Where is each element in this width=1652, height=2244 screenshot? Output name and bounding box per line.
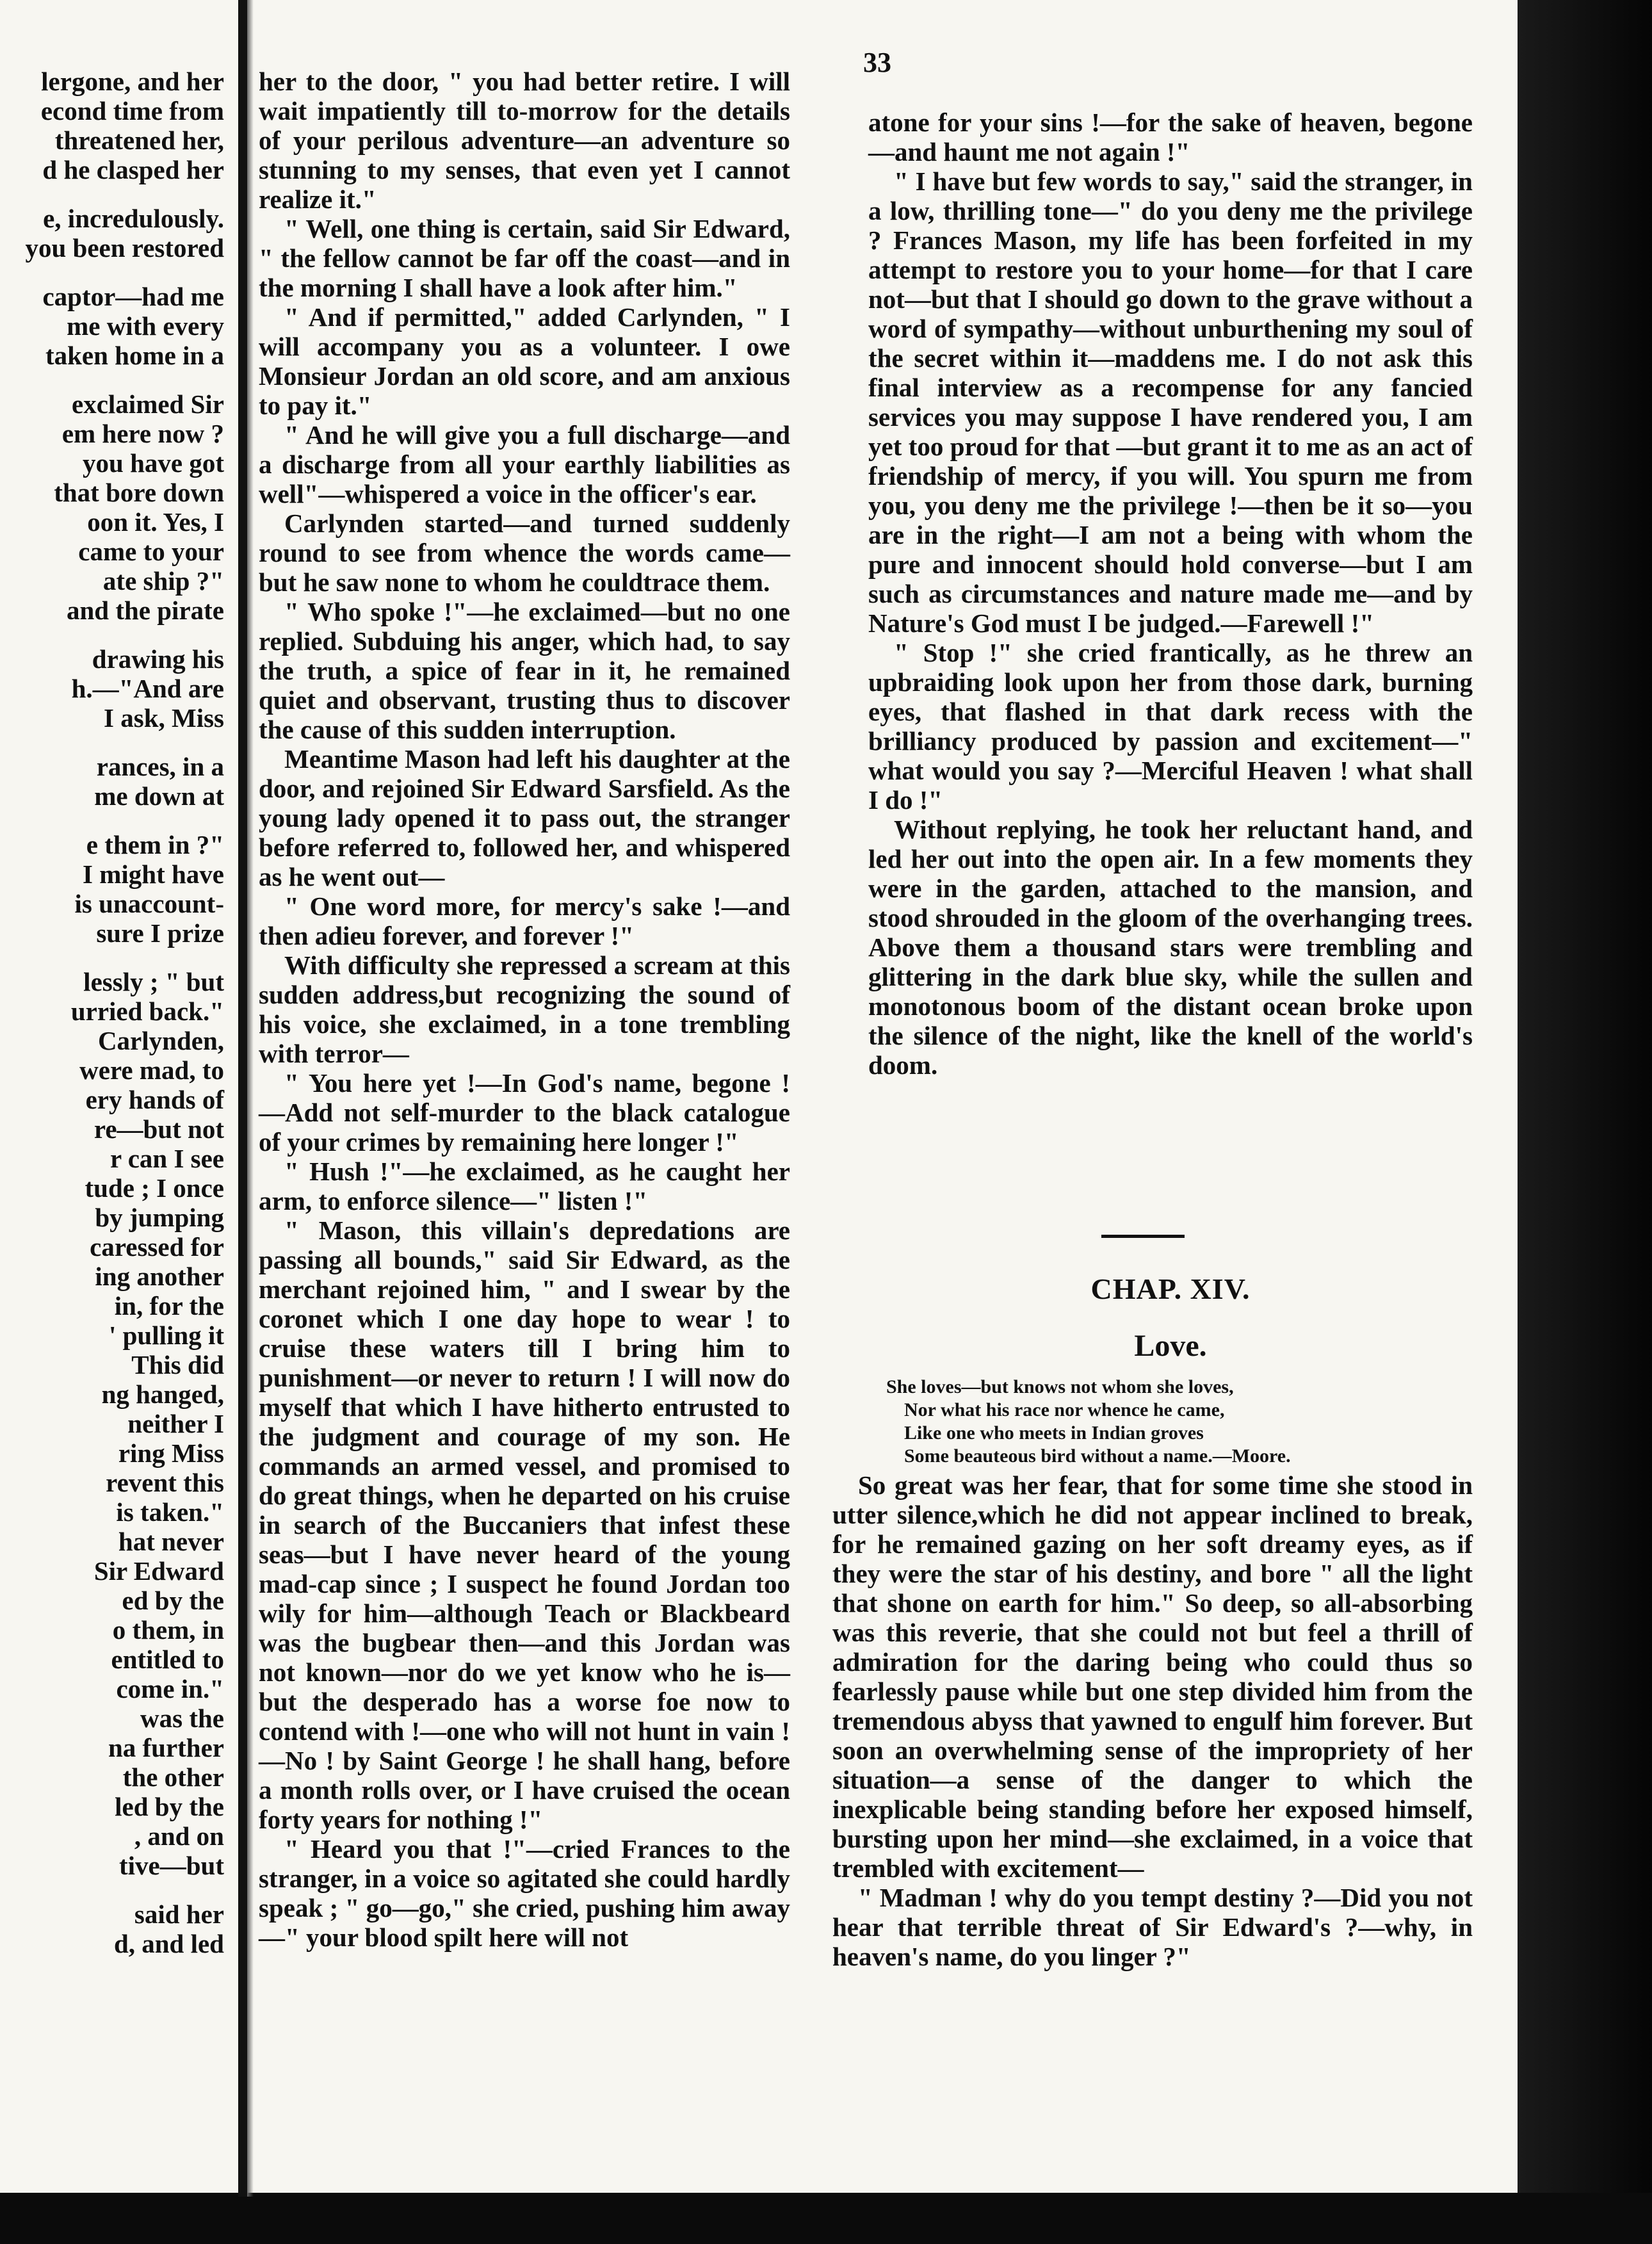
fragment-line: em here now ? <box>61 419 224 448</box>
fragment-line: o them, in <box>112 1615 224 1645</box>
right-text-column-lower <box>832 1470 1473 1971</box>
fragment-line: e them in ?" <box>86 830 224 859</box>
epigraph-line: She loves—but knows not whom she loves, <box>886 1376 1234 1397</box>
fragment-line: d, and led <box>113 1929 224 1958</box>
fragment-line: I might have <box>83 859 224 889</box>
fragment-line: oon it. Yes, I <box>87 507 224 537</box>
fragment-line: tive—but <box>119 1851 224 1880</box>
paragraph: " Hush !"—he exclaimed, as he caught her arm, to enforce silence—" listen !" <box>259 1157 790 1216</box>
page-number: 33 <box>863 47 891 78</box>
fragment-line: ate ship ?" <box>102 566 224 596</box>
fragment-line: urried back." <box>70 996 224 1026</box>
scan-border-right <box>1518 0 1652 2244</box>
fragment-line: lessly ; " but <box>83 967 224 996</box>
epigraph <box>886 1376 1473 1468</box>
fragment-line: This did <box>131 1350 224 1379</box>
paragraph: " And if permitted," added Carlynden, " I will accompany you as a volunteer. I owe Monsieur Jordan an old score, and am anxious to pay it." <box>259 302 790 420</box>
paragraph: " Heard you that !"—cried Frances to the stranger, in a voice so agitated she could hardly speak ; " go—go," she cried, pushing him away—" your blood spilt here will not <box>259 1834 790 1952</box>
fragment-line: exclaimed Sir <box>72 389 224 419</box>
paragraph: Carlynden started—and turned suddenly round to see from whence the words came—but he saw none to whom he couldtrace them. <box>259 508 790 597</box>
paragraph: So great was her fear, that for some time she stood in utter silence,which he did not appear inclined to break, for he remained gazing on her soft dreamy eyes, as if they were the star of his destiny, and bore " all the light that shone on earth for him." So deep, so all-absorbing was this reverie, that she could not but feel a thrill of admiration for the daring being who could thus so fearlessly pause while but one step divided him from the tremendous abyss that yawned to engulf him forever. But soon an overwhelming sense of the impropriety of her situation—a sense of the danger to which the inexplicable being standing before her exposed himself, bursting upon her mind—she exclaimed, in a voice that trembled with excitement— <box>832 1470 1473 1883</box>
fragment-line: hat never <box>118 1527 224 1556</box>
paragraph: " And he will give you a full discharge—and a discharge from all your earthly liabilities as well"—whispered a voice in the officer's ear. <box>259 420 790 508</box>
fragment-line: me with every <box>67 311 224 341</box>
fragment-line: you been restored <box>25 233 224 263</box>
page-gutter-rule <box>238 0 247 2197</box>
fragment-line: I ask, Miss <box>104 703 224 733</box>
fragment-line: e, incredulously. <box>43 204 224 233</box>
fragment-line: na further <box>108 1733 224 1762</box>
fragment-line <box>0 370 224 389</box>
fragment-line: drawing his <box>92 644 224 674</box>
fragment-line: tude ; I once <box>85 1173 224 1203</box>
paragraph: " Well, one thing is certain, said Sir Edward, " the fellow cannot be far off the coast—and in the morning I shall have a look after him." <box>259 214 790 302</box>
fragment-line <box>0 733 224 752</box>
fragment-line: r can I see <box>109 1144 224 1173</box>
epigraph-line: Nor what his race nor whence he came, <box>904 1399 1225 1420</box>
fragment-line: d he clasped her <box>42 155 224 184</box>
scan-border-bottom <box>0 2193 1652 2244</box>
fragment-line: is taken." <box>116 1497 224 1527</box>
paragraph: atone for your sins !—for the sake of heaven, begone—and haunt me not again !" <box>868 108 1473 167</box>
paragraph: " Who spoke !"—he exclaimed—but no one replied. Subduing his anger, which had, to say the truth, a spice of fear in it, he remained quiet and observant, trusting thus to discover the cause of this sudden interruption. <box>259 597 790 744</box>
fragment-line: captor—had me <box>42 282 224 311</box>
epigraph-line: Like one who meets in Indian groves <box>904 1422 1204 1443</box>
fragment-line <box>0 948 224 967</box>
fragment-line: revent this <box>106 1468 224 1497</box>
fragment-line: lergone, and her <box>41 67 224 96</box>
fragment-line: sure I prize <box>96 918 224 948</box>
fragment-line: taken home in a <box>45 341 224 370</box>
fragment-line: led by the <box>115 1792 224 1821</box>
fragment-line: re—but not <box>93 1114 224 1144</box>
chapter-heading: CHAP. XIV. <box>1090 1272 1251 1305</box>
right-text-column-upper <box>868 108 1473 1080</box>
fragment-line: ng hanged, <box>101 1379 224 1409</box>
fragment-line: ed by the <box>122 1586 224 1615</box>
fragment-line: caressed for <box>90 1232 224 1262</box>
left-page-fragment-column <box>0 67 224 1958</box>
paragraph: With difficulty she repressed a scream at this sudden address,but recognizing the sound of his voice, she exclaimed, in a tone trembling with terror— <box>259 950 790 1068</box>
paragraph: " Stop !" she cried frantically, as he threw an upbraiding look upon her from those dark, burning eyes, that flashed in that dark recess with the brilliancy produced by passion and excitement—" what would you say ?—Merciful Heaven ! what shall I do !" <box>868 638 1473 815</box>
gutter-shadow <box>247 0 254 2197</box>
paragraph: " Mason, this villain's depredations are passing all bounds," said Sir Edward, as the merchant rejoined him, " and I swear by the coronet which I one day hope to wear ! to cruise these waters till I bring him to punishment—or never to return ! I will now do myself that which I have hitherto entrusted to the judgment and courage of my son. He commands an armed vessel, and promised to do great things, when he departed on his cruise in search of the Buccaniers that infest these seas—but I have never heard of the young mad-cap since ; I suspect he found Jordan too wily for him—although Teach or Blackbeard was the bugbear then—and this Jordan was not known—nor do we yet know who he is—but the desperado has a worse foe now to contend with !—one who will not hunt in vain !—No ! by Saint George ! he shall hang, before a month rolls over, or I have cruised the ocean forty years for nothing !" <box>259 1216 790 1834</box>
fragment-line: ing another <box>95 1262 224 1291</box>
fragment-line: rances, in a <box>96 752 224 781</box>
fragment-line: econd time from <box>40 96 224 126</box>
fragment-line <box>0 263 224 282</box>
fragment-line <box>0 811 224 830</box>
fragment-line: ' pulling it <box>108 1321 224 1350</box>
fragment-line: ring Miss <box>118 1438 224 1468</box>
fragment-line: the other <box>122 1762 224 1792</box>
chapter-title: Love. <box>1134 1329 1207 1363</box>
fragment-line: Sir Edward <box>93 1556 224 1586</box>
fragment-line: were mad, to <box>79 1055 224 1085</box>
paragraph: " One word more, for mercy's sake !—and then adieu forever, and forever !" <box>259 891 790 950</box>
fragment-line: h.—"And are <box>71 674 224 703</box>
fragment-line: in, for the <box>114 1291 224 1321</box>
fragment-line <box>0 1880 224 1899</box>
fragment-line: Carlynden, <box>97 1026 224 1055</box>
paragraph: " I have but few words to say," said the stranger, in a low, thrilling tone—" do you deny me the privilege ? Frances Mason, my life has been forfeited in my attempt to restore you to your home—for that I care not—but that I should go down to the grave without a word of sympathy—without unburthening my soul of the secret within it—maddens me. I do not ask this final interview as a recompense for any fancied services you may suppose I have rendered you, I am yet too proud for that —but grant it to me as an act of friendship of mercy, if you will. You spurn me from you, you deny me the privilege !—then be it so—you are in the right—I am not a being with whom the pure and innocent should hold converse—but I am such as circumstances and nature made me—and by Nature's God must I be judged.—Farewell !" <box>868 167 1473 638</box>
epigraph-line: Some beauteous bird without a name.—Moore. <box>904 1445 1291 1467</box>
middle-text-column <box>259 67 790 1952</box>
fragment-line: said her <box>134 1899 224 1929</box>
fragment-line: that bore down <box>54 478 224 507</box>
paragraph: Without replying, he took her reluctant hand, and led her out into the open air. In a few moments they were in the garden, attached to the mansion, and stood shrouded in the gloom of the overhanging trees. Above them a thousand stars were trembling and glittering in the dark blue sky, while the sullen and monotonous boom of the distant ocean broke upon the silence of the night, like the knell of the world's doom. <box>868 815 1473 1080</box>
fragment-line <box>0 184 224 204</box>
paragraph: her to the door, " you had better retire. I will wait impatiently till to-morrow for the details of your perilous adventure—an adventure so stunning to my senses, that even yet I cannot realize it." <box>259 67 790 214</box>
fragment-line: came to your <box>78 537 224 566</box>
fragment-line: by jumping <box>95 1203 224 1232</box>
fragment-line: is unaccount- <box>74 889 224 918</box>
fragment-line: , and on <box>134 1821 224 1851</box>
paragraph: " Madman ! why do you tempt destiny ?—Did you not hear that terrible threat of Sir Edward's ?—why, in heaven's name, do you linger ?" <box>832 1883 1473 1971</box>
fragment-line: was the <box>140 1703 224 1733</box>
fragment-line: entitled to <box>111 1645 224 1674</box>
fragment-line: neither I <box>127 1409 224 1438</box>
paragraph: " You here yet !—In God's name, begone ! —Add not self-murder to the black catalogue of your crimes by remaining here longer !" <box>259 1068 790 1157</box>
fragment-line: ery hands of <box>85 1085 224 1114</box>
fragment-line: you have got <box>83 448 224 478</box>
fragment-line: come in." <box>116 1674 224 1703</box>
fragment-line: and the pirate <box>67 596 224 625</box>
section-divider <box>1101 1235 1185 1238</box>
fragment-line: threatened her, <box>54 126 224 155</box>
fragment-line <box>0 625 224 644</box>
fragment-line: me down at <box>94 781 224 811</box>
paragraph: Meantime Mason had left his daughter at the door, and rejoined Sir Edward Sarsfield. As the young lady opened it to pass out, the stranger before referred to, followed her, and whispered as he went out— <box>259 744 790 891</box>
